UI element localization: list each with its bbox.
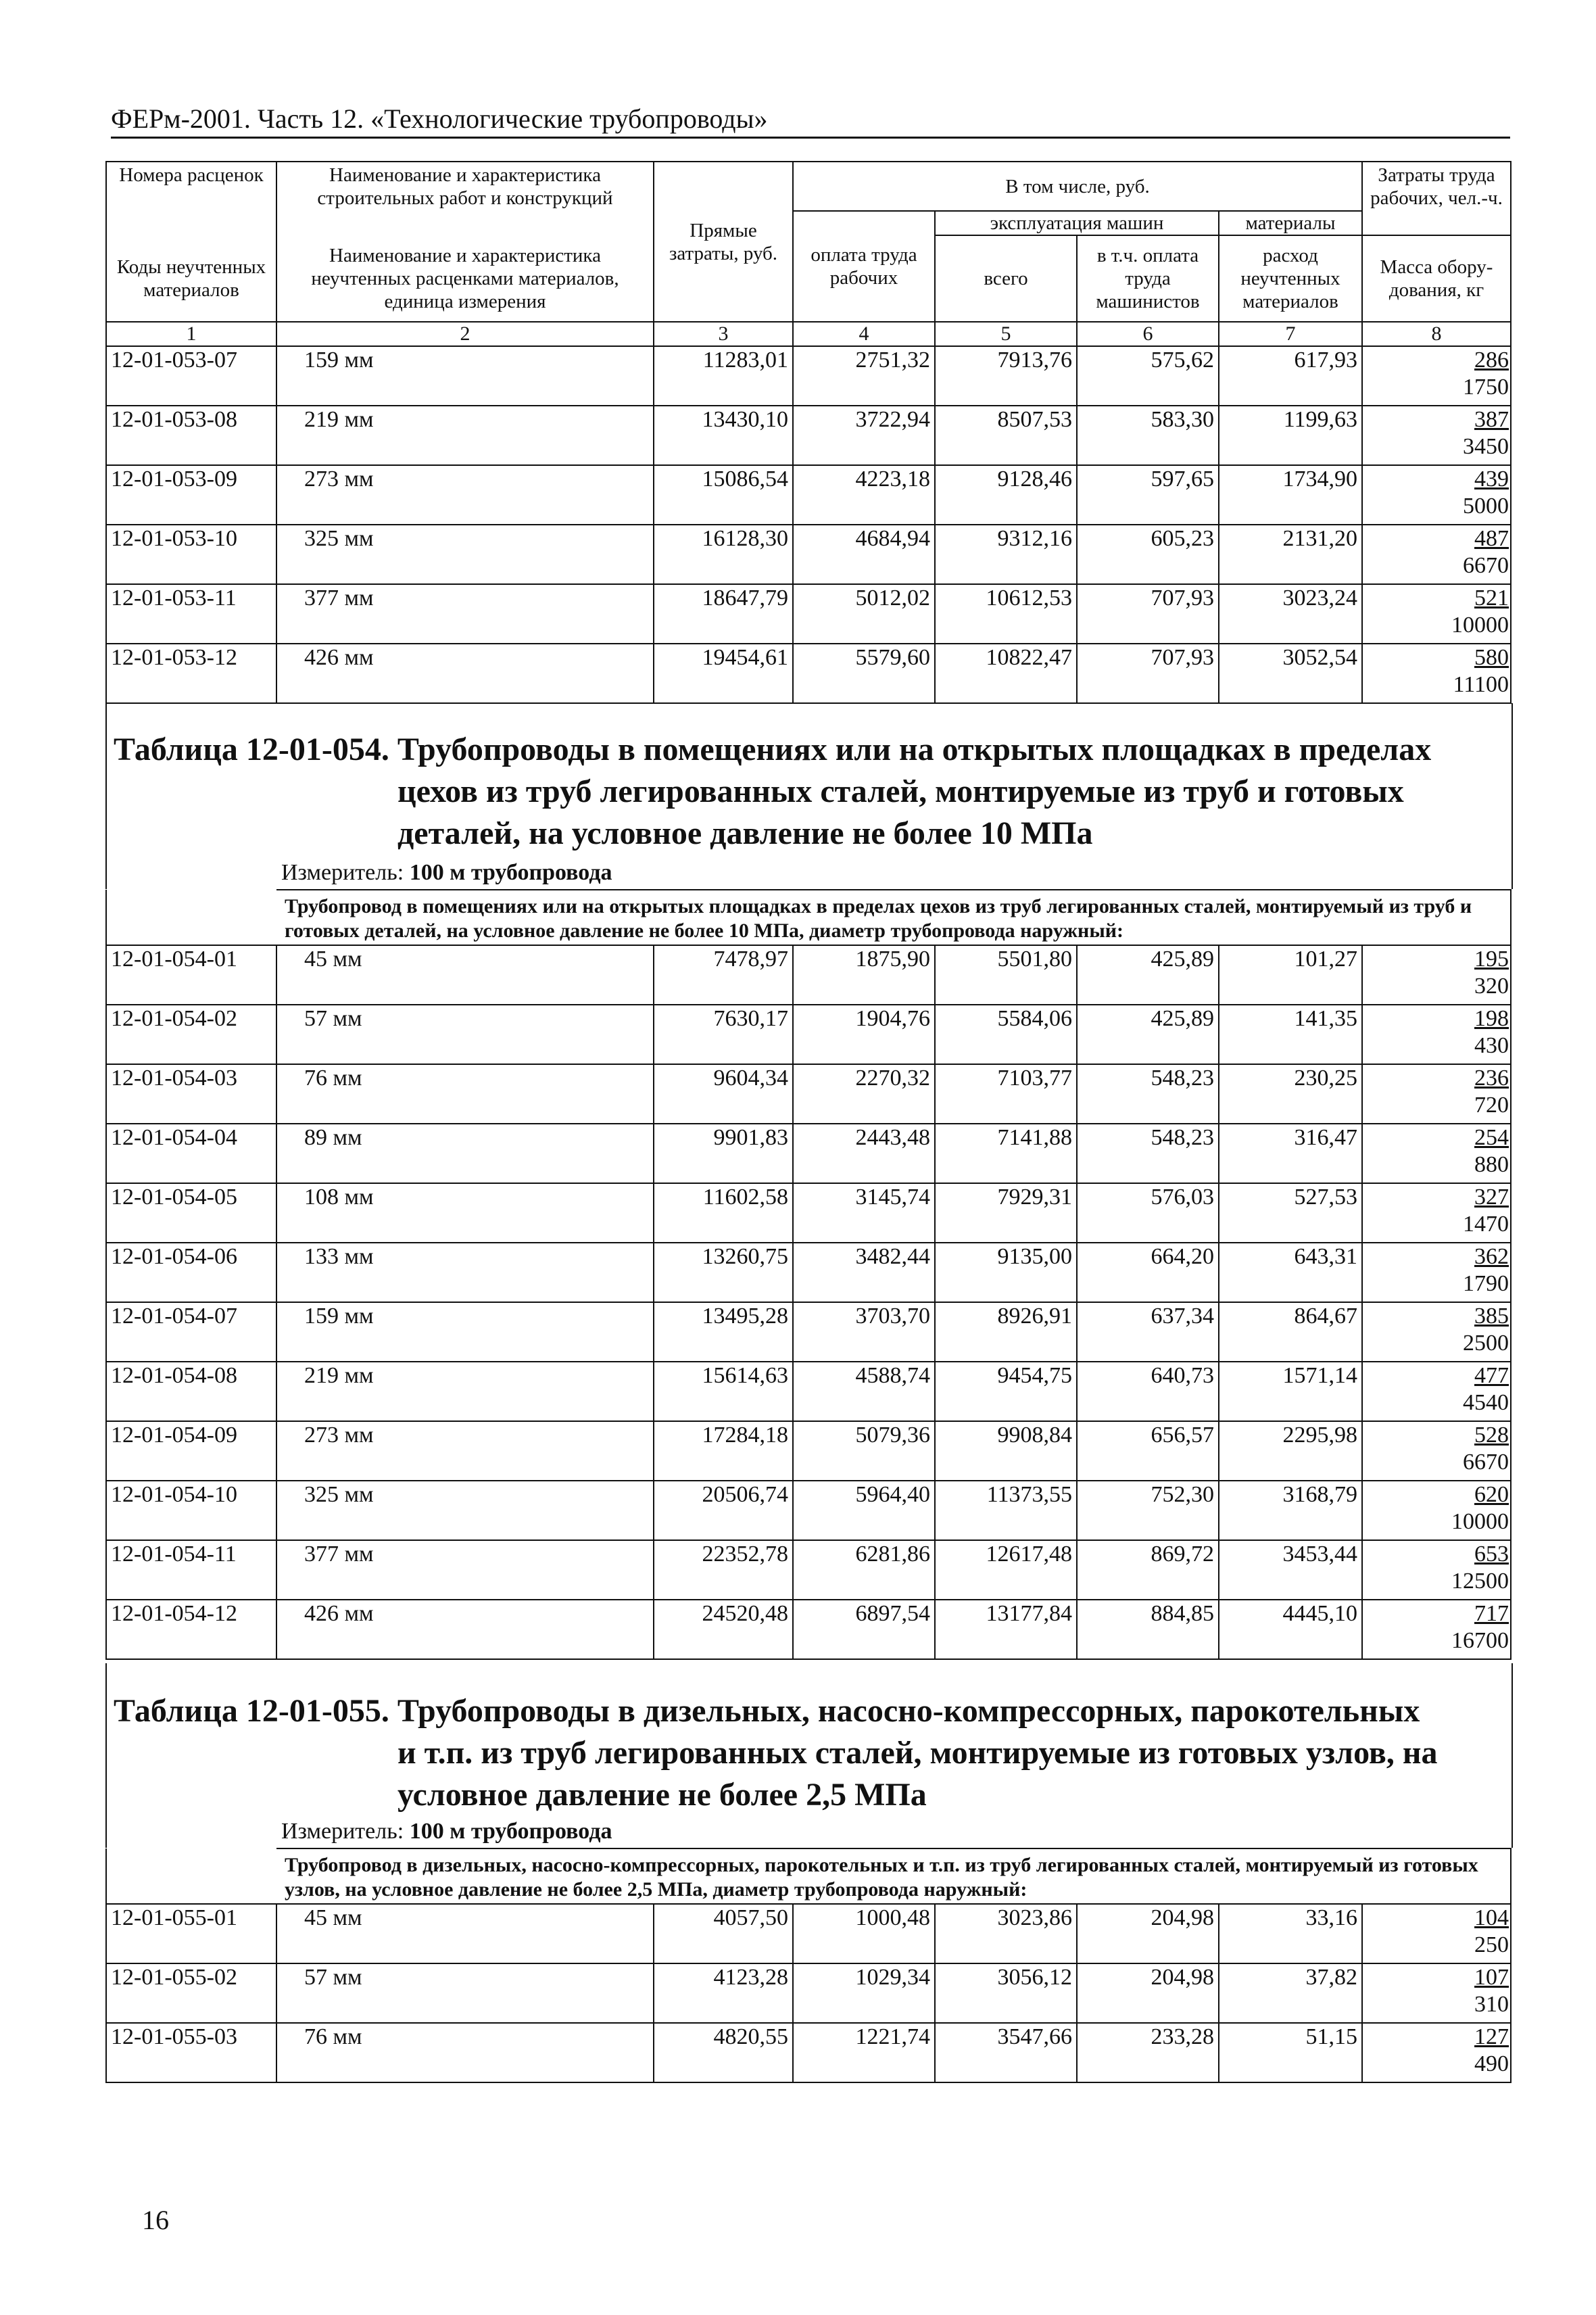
cell-mass: 16700 (1451, 1628, 1509, 1653)
cell-direct: 4123,28 (654, 1963, 793, 2023)
cell-code: 12-01-054-07 (106, 1302, 276, 1362)
cell-labor-mass (1362, 1421, 1511, 1481)
cell-mach-pay: 204,98 (1077, 1963, 1219, 2023)
cell-mass: 12500 (1451, 1569, 1509, 1594)
cell-mass: 1470 (1463, 1212, 1509, 1237)
table-054-description: Трубопровод в помещениях или на открытых площадках в пределах цехов из труб легированных сталей, монтируемый из труб и готовых деталей, на условное давление не более 10 МПа, диаметр трубопровода наружный: (276, 890, 1511, 945)
cell-mach-pay: 707,93 (1077, 644, 1219, 703)
cell-labor-mass (1362, 1481, 1511, 1540)
cell-pay: 5579,60 (793, 644, 935, 703)
col-number: 2 (276, 322, 654, 346)
cell-mat: 101,27 (1219, 945, 1362, 1005)
cell-mach-pay: 425,89 (1077, 945, 1219, 1005)
cell-labor-mass (1362, 1124, 1511, 1183)
cell-mat: 3168,79 (1219, 1481, 1362, 1540)
cell-name: 325 мм (276, 525, 654, 584)
cell-pay: 3703,70 (793, 1302, 935, 1362)
cell-pay: 4588,74 (793, 1362, 935, 1421)
cell-direct: 20506,74 (654, 1481, 793, 1540)
cell-labor: 580 (1474, 645, 1509, 670)
cell-mat: 3052,54 (1219, 644, 1362, 703)
cell-direct: 16128,30 (654, 525, 793, 584)
cell-direct: 11283,01 (654, 346, 793, 406)
table-row (106, 1904, 1511, 1963)
header-labor-pay: оплата труда рабочих (793, 211, 935, 322)
cell-labor-mass (1362, 2023, 1511, 2082)
cell-mass: 320 (1474, 974, 1509, 999)
cell-name: 45 мм (276, 945, 654, 1005)
cell-labor-mass (1362, 1183, 1511, 1243)
table-row (106, 1064, 1511, 1124)
header-machines-total: всего (935, 235, 1077, 322)
cell-labor: 387 (1474, 407, 1509, 432)
cell-mass: 430 (1474, 1033, 1509, 1058)
cell-mass: 11100 (1453, 672, 1509, 697)
header-mass: Масса обору-дования, кг (1362, 235, 1511, 322)
cell-code: 12-01-053-10 (106, 525, 276, 584)
cell-name: 219 мм (276, 406, 654, 465)
cell-direct: 17284,18 (654, 1421, 793, 1481)
cell-mach: 9312,16 (935, 525, 1077, 584)
table-row (106, 406, 1511, 465)
table-row (106, 1362, 1511, 1421)
cell-mass: 1790 (1463, 1271, 1509, 1296)
col-number: 1 (106, 322, 276, 346)
cell-mach-pay: 656,57 (1077, 1421, 1219, 1481)
cell-labor: 254 (1474, 1125, 1509, 1150)
cell-name: 219 мм (276, 1362, 654, 1421)
table-row (106, 1540, 1511, 1600)
cell-direct: 9604,34 (654, 1064, 793, 1124)
table-row (106, 1183, 1511, 1243)
cell-labor: 127 (1474, 2024, 1509, 2049)
cell-labor: 528 (1474, 1423, 1509, 1448)
cell-pay: 3722,94 (793, 406, 935, 465)
cell-direct: 11602,58 (654, 1183, 793, 1243)
table-055-heading (105, 1663, 1513, 1848)
table-row (106, 945, 1511, 1005)
cell-code: 12-01-054-09 (106, 1421, 276, 1481)
cell-code: 12-01-053-11 (106, 584, 276, 644)
cell-pay: 1029,34 (793, 1963, 935, 2023)
cell-labor-mass (1362, 1904, 1511, 1963)
cell-pay: 2443,48 (793, 1124, 935, 1183)
cell-pay: 5964,40 (793, 1481, 935, 1540)
cell-mass: 4540 (1463, 1390, 1509, 1415)
cell-labor: 521 (1474, 586, 1509, 611)
table-row (106, 2023, 1511, 2082)
header-machines-labor: в т.ч. оплата труда машинистов (1077, 235, 1219, 322)
cell-direct: 18647,79 (654, 584, 793, 644)
cell-labor: 385 (1474, 1304, 1509, 1329)
cell-mat: 230,25 (1219, 1064, 1362, 1124)
cell-mach-pay: 548,23 (1077, 1064, 1219, 1124)
cell-name: 57 мм (276, 1005, 654, 1064)
cell-labor-mass (1362, 1302, 1511, 1362)
cell-mat: 1571,14 (1219, 1362, 1362, 1421)
cell-mach: 3023,86 (935, 1904, 1077, 1963)
table-row (106, 1302, 1511, 1362)
cell-labor-mass (1362, 525, 1511, 584)
table-054-heading (105, 703, 1513, 889)
cell-pay: 1221,74 (793, 2023, 935, 2082)
cell-mach-pay: 233,28 (1077, 2023, 1219, 2082)
col-number: 7 (1219, 322, 1362, 346)
col-number: 5 (935, 322, 1077, 346)
page-number: 16 (142, 2205, 169, 2235)
table-054-title-line3: деталей, на условное давление не более 10 МПа (397, 815, 1093, 851)
cell-mass: 2500 (1463, 1331, 1509, 1356)
cell-mach: 7913,76 (935, 346, 1077, 406)
cell-mach: 5584,06 (935, 1005, 1077, 1064)
cell-labor-mass (1362, 1600, 1511, 1659)
cell-code: 12-01-054-06 (106, 1243, 276, 1302)
cell-mach: 7141,88 (935, 1124, 1077, 1183)
cell-direct: 19454,61 (654, 644, 793, 703)
cell-labor-mass (1362, 406, 1511, 465)
header-material-name: Наименование и характеристика неучтенных расценками материалов, единица измерения (276, 235, 654, 322)
cell-labor: 195 (1474, 947, 1509, 972)
cell-pay: 3145,74 (793, 1183, 935, 1243)
cell-mach-pay: 576,03 (1077, 1183, 1219, 1243)
cell-mach: 9135,00 (935, 1243, 1077, 1302)
cell-direct: 4057,50 (654, 1904, 793, 1963)
cell-name: 426 мм (276, 644, 654, 703)
header-machines: эксплуатация машин (935, 211, 1219, 235)
cell-mat: 643,31 (1219, 1243, 1362, 1302)
cell-pay: 5079,36 (793, 1421, 935, 1481)
cell-pay: 4684,94 (793, 525, 935, 584)
table-row (106, 346, 1511, 406)
cell-mach-pay: 597,65 (1077, 465, 1219, 525)
table-054-title-line2: цехов из труб легированных сталей, монтируемые из труб и готовых (397, 773, 1404, 809)
cell-mach-pay: 605,23 (1077, 525, 1219, 584)
cell-labor: 477 (1474, 1363, 1509, 1388)
cell-mach: 12617,48 (935, 1540, 1077, 1600)
header-direct-costs: Прямые затраты, руб. (654, 162, 793, 322)
cell-labor: 487 (1474, 526, 1509, 551)
col-number: 8 (1362, 322, 1511, 346)
cell-mass: 3450 (1463, 434, 1509, 459)
cell-mach: 9128,46 (935, 465, 1077, 525)
table-055-description: Трубопровод в дизельных, насосно-компрессорных, парокотельных и т.п. из труб легированных сталей, монтируемый из готовых узлов, на условное давление не более 2,5 МПа, диаметр трубопровода наружный: (276, 1848, 1511, 1904)
cell-name: 159 мм (276, 1302, 654, 1362)
cell-code: 12-01-054-04 (106, 1124, 276, 1183)
header-materials: материалы (1219, 211, 1362, 235)
table-055 (105, 1848, 1512, 2083)
cell-code: 12-01-053-12 (106, 644, 276, 703)
cell-pay: 1875,90 (793, 945, 935, 1005)
col-number: 6 (1077, 322, 1219, 346)
cell-mach: 7103,77 (935, 1064, 1077, 1124)
cell-direct: 4820,55 (654, 2023, 793, 2082)
cell-mach-pay: 637,34 (1077, 1302, 1219, 1362)
cell-name: 325 мм (276, 1481, 654, 1540)
table-row (106, 1243, 1511, 1302)
cell-mach-pay: 884,85 (1077, 1600, 1219, 1659)
cell-mat: 617,93 (1219, 346, 1362, 406)
cell-mach-pay: 664,20 (1077, 1243, 1219, 1302)
cell-labor: 653 (1474, 1542, 1509, 1567)
header-including: В том числе, руб. (793, 162, 1362, 211)
cell-mach: 7929,31 (935, 1183, 1077, 1243)
cell-direct: 24520,48 (654, 1600, 793, 1659)
cell-code: 12-01-055-02 (106, 1963, 276, 2023)
cell-labor-mass (1362, 945, 1511, 1005)
cell-labor: 620 (1474, 1482, 1509, 1507)
cell-code: 12-01-053-07 (106, 346, 276, 406)
cell-mat: 37,82 (1219, 1963, 1362, 2023)
cell-labor: 236 (1474, 1066, 1509, 1091)
cell-mass: 5000 (1463, 494, 1509, 519)
table-row (106, 1600, 1511, 1659)
table-row (106, 525, 1511, 584)
cell-name: 377 мм (276, 584, 654, 644)
cell-name: 377 мм (276, 1540, 654, 1600)
cell-code: 12-01-054-10 (106, 1481, 276, 1540)
cell-mat: 33,16 (1219, 1904, 1362, 1963)
cell-mat: 316,47 (1219, 1124, 1362, 1183)
cell-name: 273 мм (276, 1421, 654, 1481)
cell-mach-pay: 583,30 (1077, 406, 1219, 465)
cell-mach: 9454,75 (935, 1362, 1077, 1421)
cell-pay: 5012,02 (793, 584, 935, 644)
cell-code: 12-01-055-01 (106, 1904, 276, 1963)
cell-direct: 7630,17 (654, 1005, 793, 1064)
cell-mat: 141,35 (1219, 1005, 1362, 1064)
table-row (106, 1481, 1511, 1540)
cell-mass: 310 (1474, 1992, 1509, 2017)
cell-name: 89 мм (276, 1124, 654, 1183)
cell-mass: 6670 (1463, 553, 1509, 578)
cell-mass: 1750 (1463, 375, 1509, 400)
cell-pay: 3482,44 (793, 1243, 935, 1302)
cell-mach-pay: 640,73 (1077, 1362, 1219, 1421)
cell-mach-pay: 752,30 (1077, 1481, 1219, 1540)
cell-name: 159 мм (276, 346, 654, 406)
header-material-codes: Коды неучтенных материалов (106, 235, 276, 322)
cell-labor: 717 (1474, 1601, 1509, 1626)
cell-direct: 9901,83 (654, 1124, 793, 1183)
table-row (106, 1963, 1511, 2023)
cell-mass: 6670 (1463, 1450, 1509, 1475)
cell-labor: 104 (1474, 1905, 1509, 1930)
cell-name: 45 мм (276, 1904, 654, 1963)
col-number: 3 (654, 322, 793, 346)
cell-pay: 1904,76 (793, 1005, 935, 1064)
cell-labor: 327 (1474, 1185, 1509, 1210)
cell-mass: 250 (1474, 1932, 1509, 1957)
cell-code: 12-01-054-12 (106, 1600, 276, 1659)
table-row (106, 1421, 1511, 1481)
cell-pay: 6897,54 (793, 1600, 935, 1659)
cell-mach: 5501,80 (935, 945, 1077, 1005)
cell-code: 12-01-054-03 (106, 1064, 276, 1124)
header-rule (111, 137, 1510, 139)
table-055-title-line2: и т.п. из труб легированных сталей, монтируемые из готовых узлов, на (397, 1735, 1438, 1771)
cell-mat: 3453,44 (1219, 1540, 1362, 1600)
cell-labor: 439 (1474, 467, 1509, 492)
cell-labor: 107 (1474, 1965, 1509, 1990)
cell-mat: 51,15 (1219, 2023, 1362, 2082)
cell-mach: 10612,53 (935, 584, 1077, 644)
cell-labor: 362 (1474, 1244, 1509, 1269)
cell-code: 12-01-053-08 (106, 406, 276, 465)
cell-mass: 720 (1474, 1093, 1509, 1118)
cell-mat: 4445,10 (1219, 1600, 1362, 1659)
cell-labor-mass (1362, 465, 1511, 525)
cell-mach: 9908,84 (935, 1421, 1077, 1481)
cell-pay: 2270,32 (793, 1064, 935, 1124)
table-054-measure: Измеритель: 100 м трубопровода (281, 860, 612, 885)
cell-labor: 286 (1474, 348, 1509, 373)
cell-labor-mass (1362, 1963, 1511, 2023)
cell-name: 108 мм (276, 1183, 654, 1243)
cell-name: 273 мм (276, 465, 654, 525)
cell-direct: 15086,54 (654, 465, 793, 525)
cell-mat: 527,53 (1219, 1183, 1362, 1243)
cell-name: 57 мм (276, 1963, 654, 2023)
cell-labor-mass (1362, 1005, 1511, 1064)
header-materials-use: расход неучтенных материалов (1219, 235, 1362, 322)
cell-mat: 3023,24 (1219, 584, 1362, 644)
cell-mat: 2295,98 (1219, 1421, 1362, 1481)
cell-mach-pay: 425,89 (1077, 1005, 1219, 1064)
table-054 (105, 889, 1512, 1660)
cell-labor: 198 (1474, 1006, 1509, 1031)
cell-mat: 2131,20 (1219, 525, 1362, 584)
cell-pay: 6281,86 (793, 1540, 935, 1600)
cell-mach-pay: 575,62 (1077, 346, 1219, 406)
cell-code: 12-01-054-02 (106, 1005, 276, 1064)
cell-mach-pay: 204,98 (1077, 1904, 1219, 1963)
cell-code: 12-01-054-01 (106, 945, 276, 1005)
table-055-title: Таблица 12-01-055. Трубопроводы в дизельных, насосно-компрессорных, парокотельных (114, 1693, 1420, 1729)
table-row (106, 644, 1511, 703)
cell-labor-mass (1362, 584, 1511, 644)
cell-code: 12-01-054-11 (106, 1540, 276, 1600)
cell-mach: 10822,47 (935, 644, 1077, 703)
cell-mach: 11373,55 (935, 1481, 1077, 1540)
cell-pay: 2751,32 (793, 346, 935, 406)
cell-mach-pay: 707,93 (1077, 584, 1219, 644)
cell-name: 133 мм (276, 1243, 654, 1302)
table-row (106, 465, 1511, 525)
table-row (106, 584, 1511, 644)
cell-direct: 13260,75 (654, 1243, 793, 1302)
cell-labor-mass (1362, 1362, 1511, 1421)
cell-mass: 880 (1474, 1152, 1509, 1177)
cell-pay: 4223,18 (793, 465, 935, 525)
cell-labor-mass (1362, 1064, 1511, 1124)
cell-mat: 1199,63 (1219, 406, 1362, 465)
cell-direct: 22352,78 (654, 1540, 793, 1600)
cell-mass: 490 (1474, 2051, 1509, 2076)
cell-mach-pay: 869,72 (1077, 1540, 1219, 1600)
header-work-name: Наименование и характеристика строительных работ и конструкций (276, 162, 654, 211)
cell-labor-mass (1362, 1243, 1511, 1302)
cell-name: 76 мм (276, 2023, 654, 2082)
cell-mass: 10000 (1451, 613, 1509, 638)
cell-labor-mass (1362, 1540, 1511, 1600)
cell-direct: 13495,28 (654, 1302, 793, 1362)
cell-mass: 10000 (1451, 1509, 1509, 1534)
cell-direct: 7478,97 (654, 945, 793, 1005)
header-rate-numbers: Номера расценок (106, 162, 276, 211)
cell-code: 12-01-053-09 (106, 465, 276, 525)
cell-mat: 864,67 (1219, 1302, 1362, 1362)
cell-code: 12-01-054-08 (106, 1362, 276, 1421)
cell-mach-pay: 548,23 (1077, 1124, 1219, 1183)
cell-labor-mass (1362, 644, 1511, 703)
cell-name: 76 мм (276, 1064, 654, 1124)
table-055-title-line3: условное давление не более 2,5 МПа (397, 1777, 927, 1813)
cell-mat: 1734,90 (1219, 465, 1362, 525)
cell-code: 12-01-054-05 (106, 1183, 276, 1243)
cell-labor-mass (1362, 346, 1511, 406)
cell-mach: 8507,53 (935, 406, 1077, 465)
cell-name: 426 мм (276, 1600, 654, 1659)
cell-direct: 13430,10 (654, 406, 793, 465)
cell-mach: 3056,12 (935, 1963, 1077, 2023)
cell-mach: 13177,84 (935, 1600, 1077, 1659)
table-054-title: Таблица 12-01-054. Трубопроводы в помещениях или на открытых площадках в пределах (114, 732, 1432, 767)
cell-direct: 15614,63 (654, 1362, 793, 1421)
table-row (106, 1005, 1511, 1064)
col-number: 4 (793, 322, 935, 346)
cell-pay: 1000,48 (793, 1904, 935, 1963)
cell-mach: 3547,66 (935, 2023, 1077, 2082)
table-053 (105, 161, 1512, 704)
cell-mach: 8926,91 (935, 1302, 1077, 1362)
header-labor-costs: Затраты труда рабочих, чел.-ч. (1362, 162, 1511, 235)
cell-code: 12-01-055-03 (106, 2023, 276, 2082)
table-055-measure: Измеритель: 100 м трубопровода (281, 1819, 612, 1844)
table-row (106, 1124, 1511, 1183)
page-header: ФЕРм-2001. Часть 12. «Технологические трубопроводы» (111, 103, 768, 134)
